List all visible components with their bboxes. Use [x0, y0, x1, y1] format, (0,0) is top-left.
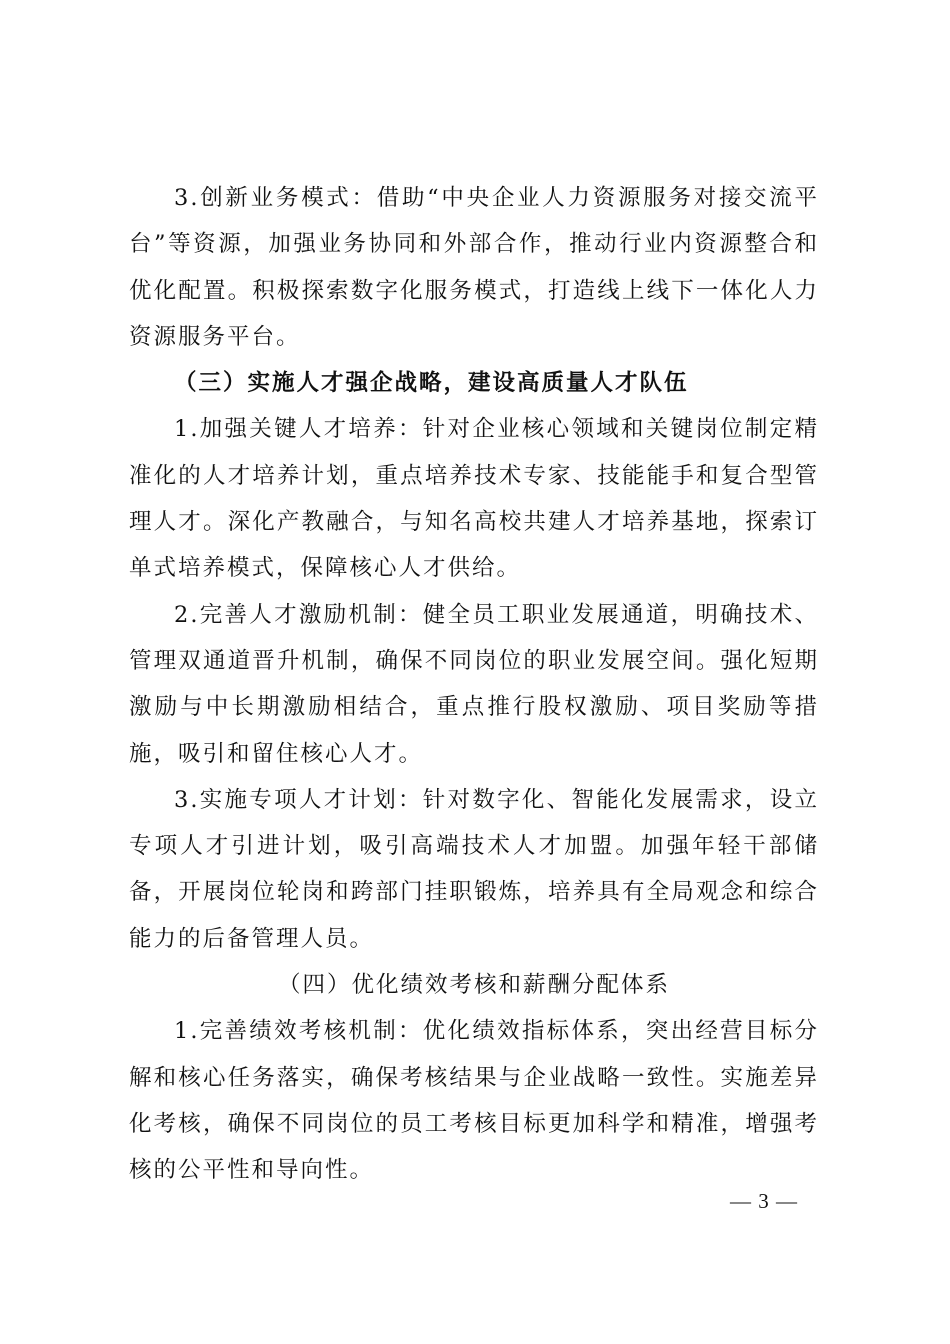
paragraph-performance-assessment: 1.完善绩效考核机制：优化绩效指标体系，突出经营目标分解和核心任务落实，确保考核结果与企业战略一致性。实施差异化考核，确保不同岗位的员工考核目标更加科学和精准，增强考核的公平性和导向性。: [129, 1018, 819, 1184]
document-body: [129, 175, 819, 1194]
section-heading-performance-salary: （四）优化绩效考核和薪酬分配体系: [277, 972, 670, 999]
paragraph-key-talent-training: 1.加强关键人才培养：针对企业核心领域和关键岗位制定精准化的人才培养计划，重点培养技术专家、技能能手和复合型管理人才。深化产教融合，与知名高校共建人才培养基地，探索订单式培养模式，保障核心人才供给。: [129, 416, 819, 582]
section-heading-talent-strategy: （三）实施人才强企战略，建设高质量人才队伍: [174, 370, 689, 397]
paragraph-talent-incentive: 2.完善人才激励机制：健全员工职业发展通道，明确技术、管理双通道晋升机制，确保不同岗位的职业发展空间。强化短期激励与中长期激励相结合，重点推行股权激励、项目奖励等措施，吸引和留住核心人才。: [129, 601, 819, 767]
paragraph-special-talent-plan: 3.实施专项人才计划：针对数字化、智能化发展需求，设立专项人才引进计划，吸引高端技术人才加盟。加强年轻干部储备，开展岗位轮岗和跨部门挂职锻炼，培养具有全局观念和综合能力的后备管理人员。: [129, 786, 819, 952]
page-number: — 3 —: [730, 1189, 798, 1213]
paragraph-innovate-business-model: 3.创新业务模式：借助“中央企业人力资源服务对接交流平台”等资源，加强业务协同和外部合作，推动行业内资源整合和优化配置。积极探索数字化服务模式，打造线上线下一体化人力资源服务平台。: [129, 185, 819, 350]
